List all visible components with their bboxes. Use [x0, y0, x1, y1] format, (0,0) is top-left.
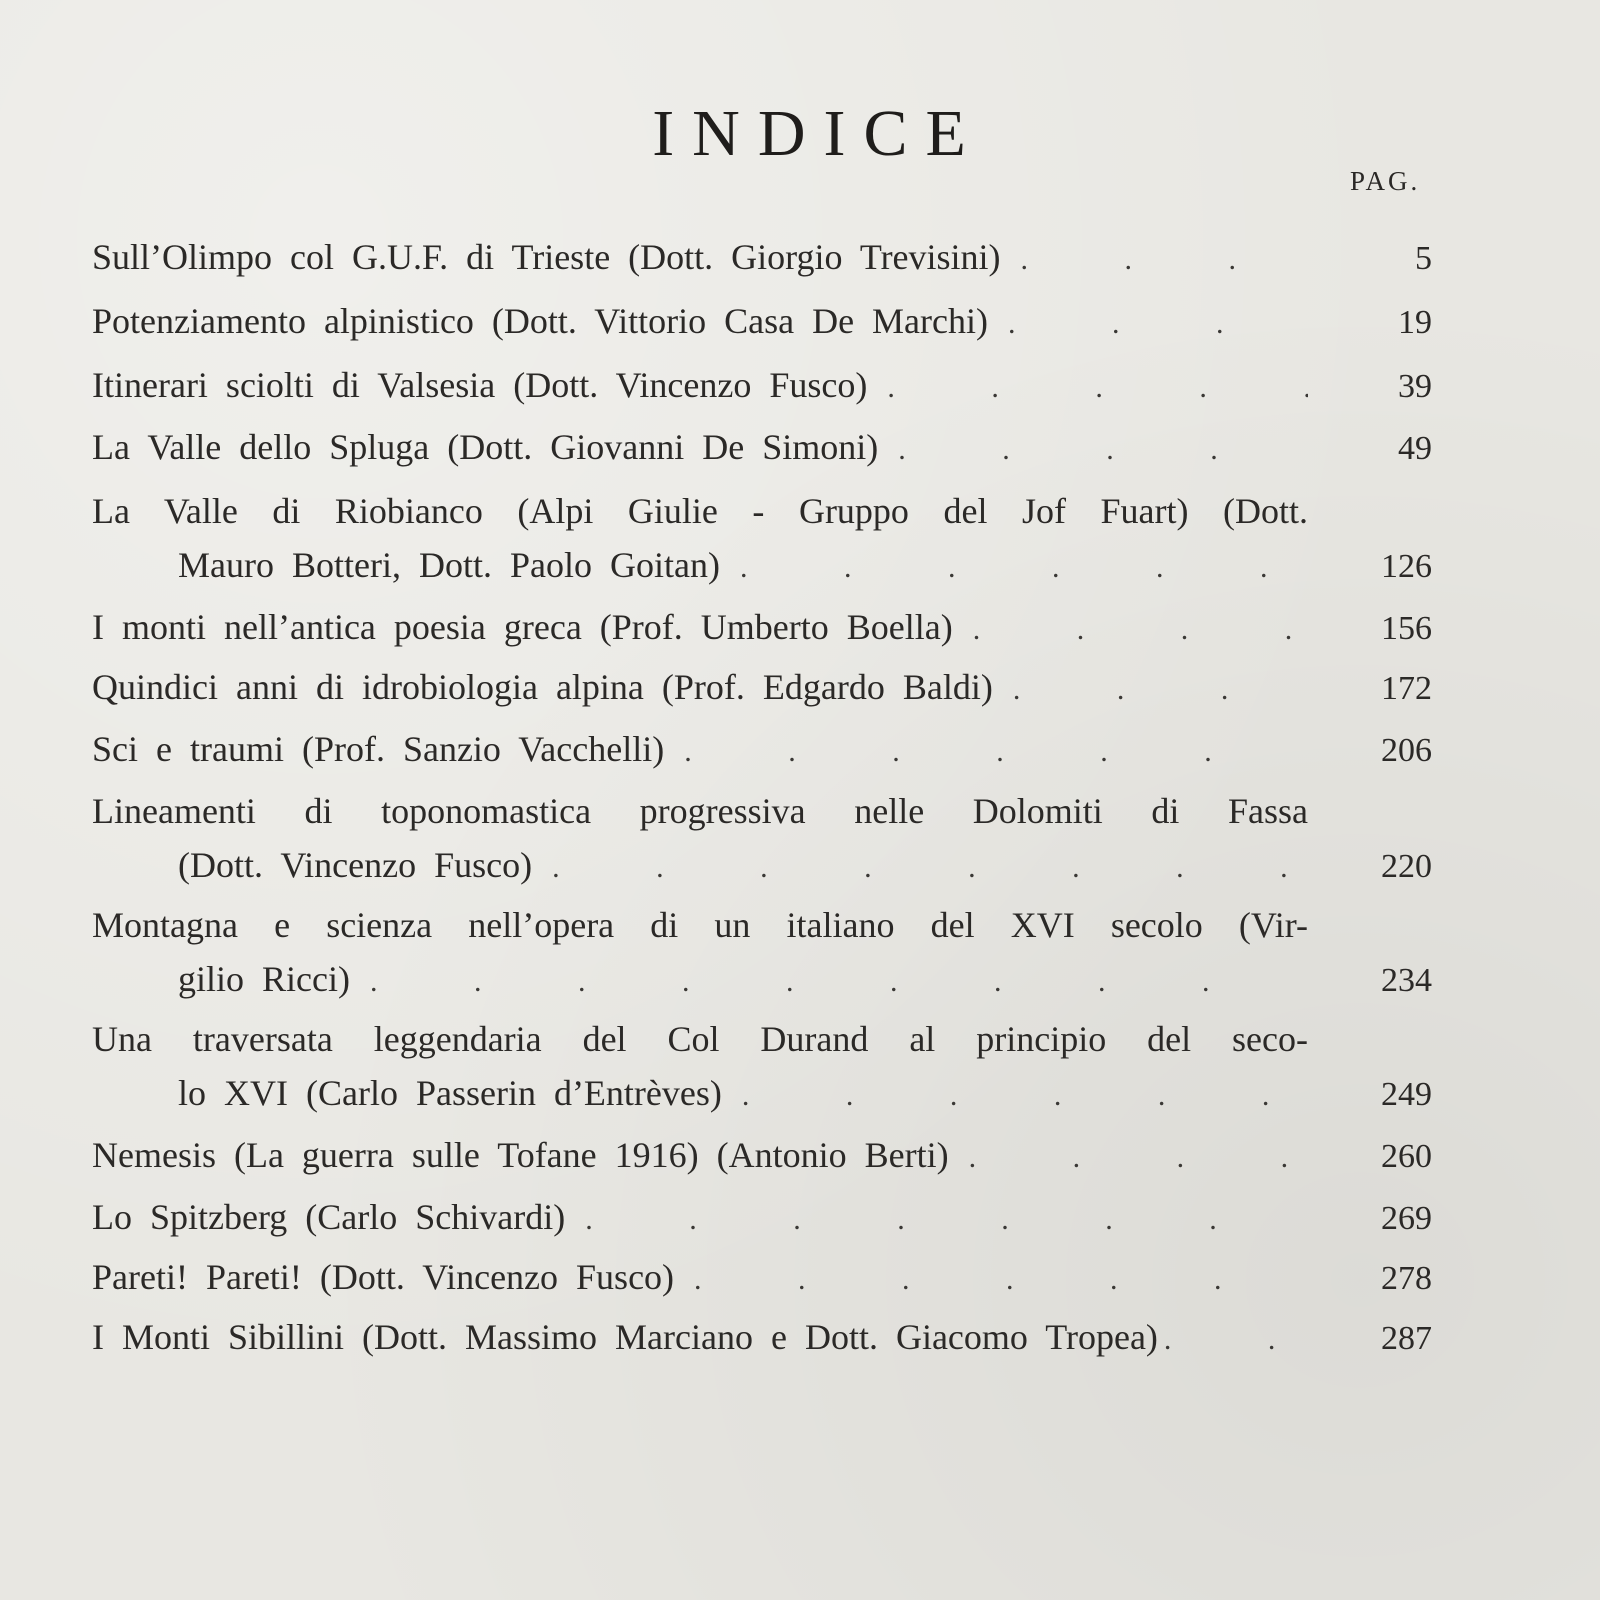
toc-entry	[92, 230, 1432, 287]
dot-leader	[552, 841, 1308, 895]
toc-page-number: 206	[1381, 732, 1432, 769]
toc-entry-line	[92, 600, 1432, 657]
dot-leader	[1021, 233, 1308, 287]
toc-entry	[92, 294, 1432, 351]
toc-entry-line	[92, 722, 1432, 779]
toc-entry	[92, 1250, 1432, 1307]
toc-entry-text: lo XVI (Carlo Passerin d’Entrèves)	[178, 1073, 722, 1113]
toc-entry-line	[92, 784, 1432, 838]
toc-entry-line	[92, 660, 1432, 717]
toc-page-number: 269	[1381, 1200, 1432, 1237]
toc-entry-line	[92, 1128, 1432, 1185]
toc-entry-line	[92, 1066, 1432, 1123]
page-column-label: PAG.	[1350, 166, 1421, 196]
toc-entry	[92, 1012, 1432, 1123]
toc-entry-text: Lineamenti di toponomastica progressiva nelle Dolomiti di Fassa	[92, 791, 1308, 831]
toc-page-number: 49	[1398, 430, 1432, 467]
toc-entry-text: Quindici anni di idrobiologia alpina (Prof. Edgardo Baldi)	[92, 667, 993, 707]
toc-entry	[92, 484, 1432, 595]
toc-entry-text: (Dott. Vincenzo Fusco)	[178, 845, 533, 885]
toc-entry-line	[92, 538, 1432, 595]
dot-leader	[585, 1193, 1308, 1247]
toc-entry	[92, 358, 1432, 415]
toc-entry	[92, 1190, 1432, 1247]
toc-entry	[92, 898, 1432, 1009]
toc-entry-text: Lo Spitzberg (Carlo Schivardi)	[92, 1197, 566, 1237]
toc-entry-text: Una traversata leggendaria del Col Durand al principio del seco-	[92, 1019, 1308, 1059]
toc-entry-line	[92, 952, 1432, 1009]
dot-leader	[684, 725, 1308, 779]
toc-page-number: 234	[1381, 962, 1432, 999]
dot-leader	[887, 361, 1308, 415]
dot-leader	[370, 955, 1308, 1009]
dot-leader	[1164, 1313, 1316, 1367]
toc-entry-text: La Valle di Riobianco (Alpi Giulie - Gruppo del Jof Fuart) (Dott.	[92, 491, 1308, 531]
toc-page-number: 287	[1381, 1320, 1432, 1357]
toc-entry-line	[92, 420, 1432, 477]
toc-page-number: 39	[1398, 368, 1432, 405]
toc-entry-line	[92, 358, 1432, 415]
toc-entry	[92, 600, 1432, 657]
dot-leader	[969, 1131, 1308, 1185]
toc-entry-line	[92, 898, 1432, 952]
toc-entry-text: Itinerari sciolti di Valsesia (Dott. Vincenzo Fusco)	[92, 365, 868, 405]
toc-entry-text: gilio Ricci)	[178, 959, 350, 999]
toc-entry	[92, 1310, 1432, 1367]
dot-leader	[1008, 297, 1308, 351]
toc-entry-text: Sull’Olimpo col G.U.F. di Trieste (Dott. Giorgio Trevisini)	[92, 237, 1001, 277]
dot-leader	[1013, 663, 1308, 717]
toc-entry	[92, 660, 1432, 717]
toc-entry-line	[92, 1310, 1432, 1367]
toc-page-number: 278	[1381, 1260, 1432, 1297]
toc-entry-text: Nemesis (La guerra sulle Tofane 1916) (Antonio Berti)	[92, 1135, 949, 1175]
toc-entry-line	[92, 294, 1432, 351]
dot-leader	[694, 1253, 1308, 1307]
toc-entry-text: I Monti Sibillini (Dott. Massimo Marciano e Dott. Giacomo Tropea)	[92, 1317, 1158, 1357]
toc-page-number: 249	[1381, 1076, 1432, 1113]
toc-entry-line	[92, 484, 1432, 538]
toc-page-number: 260	[1381, 1138, 1432, 1175]
page-title: INDICE	[652, 97, 984, 171]
toc-entry-text: La Valle dello Spluga (Dott. Giovanni De Simoni)	[92, 427, 879, 467]
toc-entry-text: Mauro Botteri, Dott. Paolo Goitan)	[178, 545, 720, 585]
toc-entry-line	[92, 838, 1432, 895]
toc-entry	[92, 784, 1432, 895]
toc-entry	[92, 722, 1432, 779]
toc-page-number: 220	[1381, 848, 1432, 885]
toc-entry-line	[92, 230, 1432, 287]
dot-leader	[898, 423, 1308, 477]
toc-page-number: 126	[1381, 548, 1432, 585]
toc-entry-text: Pareti! Pareti! (Dott. Vincenzo Fusco)	[92, 1257, 675, 1297]
dot-leader	[742, 1069, 1308, 1123]
toc-page-number: 156	[1381, 610, 1432, 647]
toc-entry-text: Montagna e scienza nell’opera di un italiano del XVI secolo (Vir-	[92, 905, 1308, 945]
toc-page-number: 172	[1381, 670, 1432, 707]
toc-page-number: 5	[1415, 240, 1432, 277]
toc-page-number: 19	[1398, 304, 1432, 341]
dot-leader	[973, 603, 1308, 657]
toc-entry-line	[92, 1012, 1432, 1066]
toc-entry-text: Potenziamento alpinistico (Dott. Vittorio Casa De Marchi)	[92, 301, 988, 341]
toc-entry-text: I monti nell’antica poesia greca (Prof. Umberto Boella)	[92, 607, 953, 647]
toc-entry-text: Sci e traumi (Prof. Sanzio Vacchelli)	[92, 729, 665, 769]
dot-leader	[740, 541, 1308, 595]
toc-entry-line	[92, 1190, 1432, 1247]
toc-entry-line	[92, 1250, 1432, 1307]
toc-entry	[92, 420, 1432, 477]
toc-entry	[92, 1128, 1432, 1185]
